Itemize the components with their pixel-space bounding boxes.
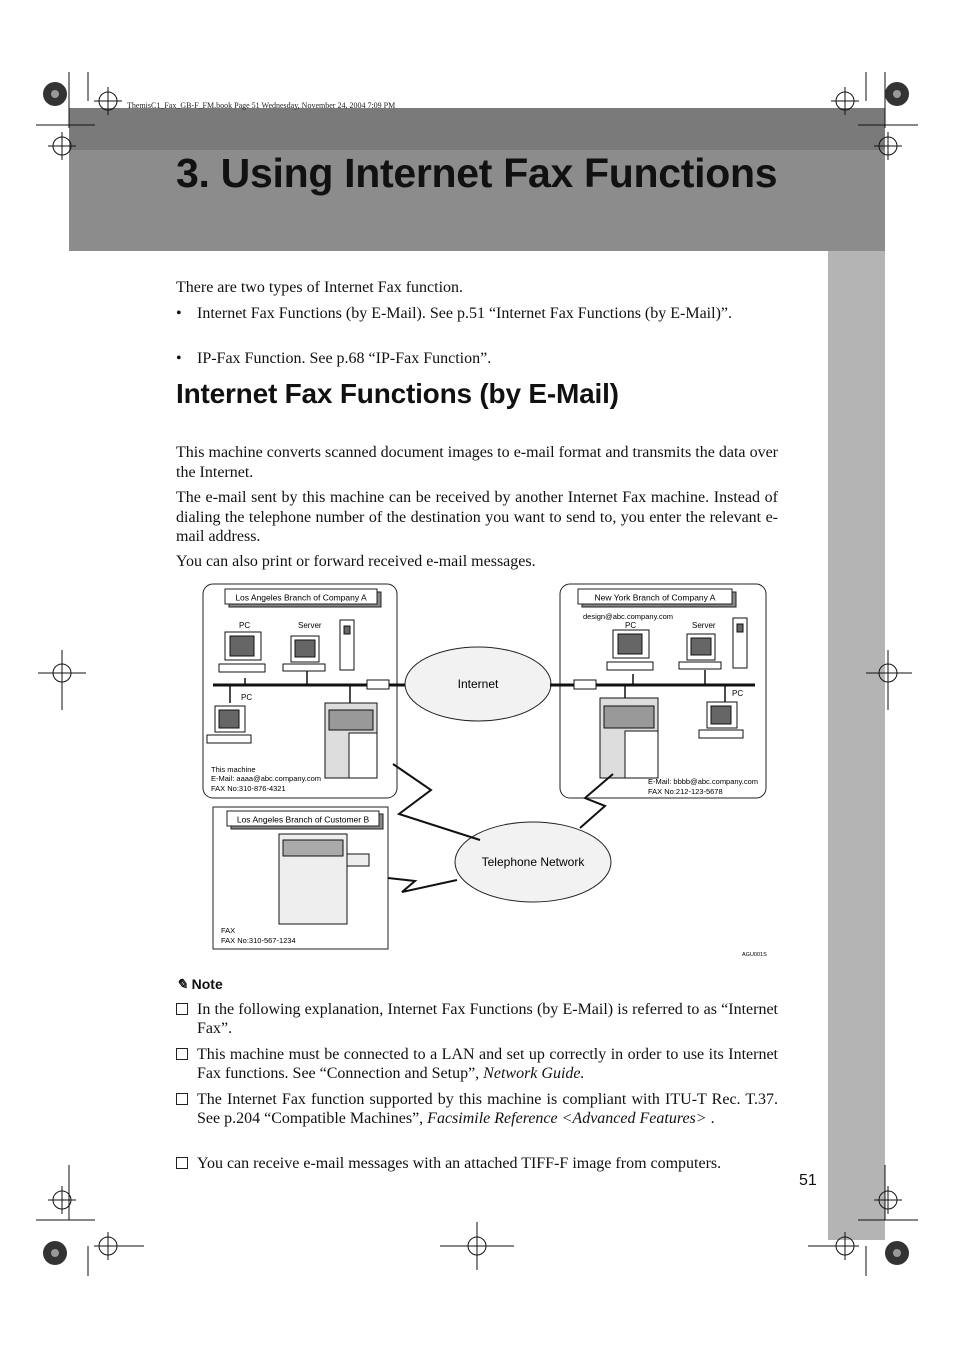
checkbox-icon xyxy=(176,1003,188,1015)
la-branch-a-label: Los Angeles Branch of Company A xyxy=(235,592,367,603)
pc-icon xyxy=(699,702,743,738)
design-email-label: design@abc.company.com xyxy=(583,612,674,621)
pc-label: PC xyxy=(239,621,251,630)
note-item xyxy=(176,1000,778,1038)
pc-icon xyxy=(607,630,653,670)
note-heading-text: Note xyxy=(191,976,223,992)
ny-fax-label: FAX No:212-123-5678 xyxy=(648,787,723,796)
note-item xyxy=(176,1045,778,1083)
pc-icon xyxy=(219,632,265,672)
pc-label: PC xyxy=(241,693,253,702)
ny-branch-a-label: New York Branch of Company A xyxy=(594,592,716,603)
note-item-body: The Internet Fax function supported by this machine is compliant with ITU-T Rec. T.37. See p.204 “Compatible Machines”, xyxy=(197,1091,778,1127)
bullet-item xyxy=(176,304,778,324)
this-machine-icon xyxy=(325,703,377,778)
la-fax-label: FAX No:310-876-4321 xyxy=(211,784,286,793)
paragraph: The e-mail sent by this machine can be received by another Internet Fax machine. Instead of dialing the telephone number of the destination you want to send to, you enter the relevant e-mail address. xyxy=(176,489,778,545)
ny-machine-icon xyxy=(600,698,658,778)
this-machine-label: This machine xyxy=(211,765,256,774)
note-item xyxy=(176,1090,778,1128)
pencil-icon: ✎ xyxy=(176,976,188,992)
checkbox-icon xyxy=(176,1157,188,1169)
chapter-title: 3. Using Internet Fax Functions xyxy=(176,150,778,196)
bullet-item xyxy=(176,349,778,369)
server-label: Server xyxy=(692,621,716,630)
internet-label: Internet xyxy=(457,677,499,691)
bullet-dot: • xyxy=(176,305,182,322)
bullet-text: IP-Fax Function. See p.68 “IP-Fax Function”. xyxy=(197,350,492,367)
note-item-text xyxy=(197,1045,778,1083)
section-title: Internet Fax Functions (by E-Mail) xyxy=(176,378,619,409)
pc-icon xyxy=(207,706,251,743)
bullet-text: Internet Fax Functions (by E-Mail). See p.51 “Internet Fax Functions (by E-Mail)”. xyxy=(197,305,732,322)
note-item xyxy=(176,1154,786,1173)
paragraph: This machine converts scanned document images to e-mail format and transmits the data over the Internet. xyxy=(176,444,778,481)
internet-fax-diagram xyxy=(195,578,785,963)
note-heading xyxy=(176,976,223,993)
figure-code: AGU001S xyxy=(742,952,767,958)
note-item-text: You can receive e-mail messages with an attached TIFF-F image from computers. xyxy=(197,1155,722,1172)
ny-email-label: E-Mail: bbbb@abc.company.com xyxy=(648,777,759,786)
page-number: 51 xyxy=(799,1172,817,1189)
server-label: Server xyxy=(298,621,322,630)
note-item-reference: Facsimile Reference <Advanced Features> xyxy=(427,1110,707,1127)
bullet-dot: • xyxy=(176,350,182,367)
telephone-network-label: Telephone Network xyxy=(481,855,585,869)
intro-text: There are two types of Internet Fax function. xyxy=(176,279,464,296)
note-item-tail: . xyxy=(706,1110,715,1127)
checkbox-icon xyxy=(176,1093,188,1105)
checkbox-icon xyxy=(176,1048,188,1060)
la-email-label: E-Mail: aaaa@abc.company.com xyxy=(211,774,322,783)
note-item-text xyxy=(197,1090,778,1128)
paragraph: You can also print or forward received e-mail messages. xyxy=(176,553,536,570)
pc-label: PC xyxy=(625,621,637,630)
fax-label: FAX xyxy=(221,926,236,935)
pc-label: PC xyxy=(732,689,744,698)
note-item-body: This machine must be connected to a LAN and set up correctly in order to use its Internet Fax functions. See “Connection and Setup”, xyxy=(197,1046,778,1082)
note-item-reference: Network Guide. xyxy=(483,1065,585,1082)
print-header-line: ThemisC1_Fax_GB-F_FM.book Page 51 Wednesday, November 24, 2004 7:09 PM xyxy=(127,101,396,110)
customer-b-label: Los Angeles Branch of Customer B xyxy=(236,814,370,825)
note-item-text: In the following explanation, Internet Fax Functions (by E-Mail) is referred to as “Internet Fax”. xyxy=(197,1001,778,1037)
customer-fax-label: FAX No:310-567-1234 xyxy=(221,936,296,945)
fax-machine-icon xyxy=(279,834,369,924)
